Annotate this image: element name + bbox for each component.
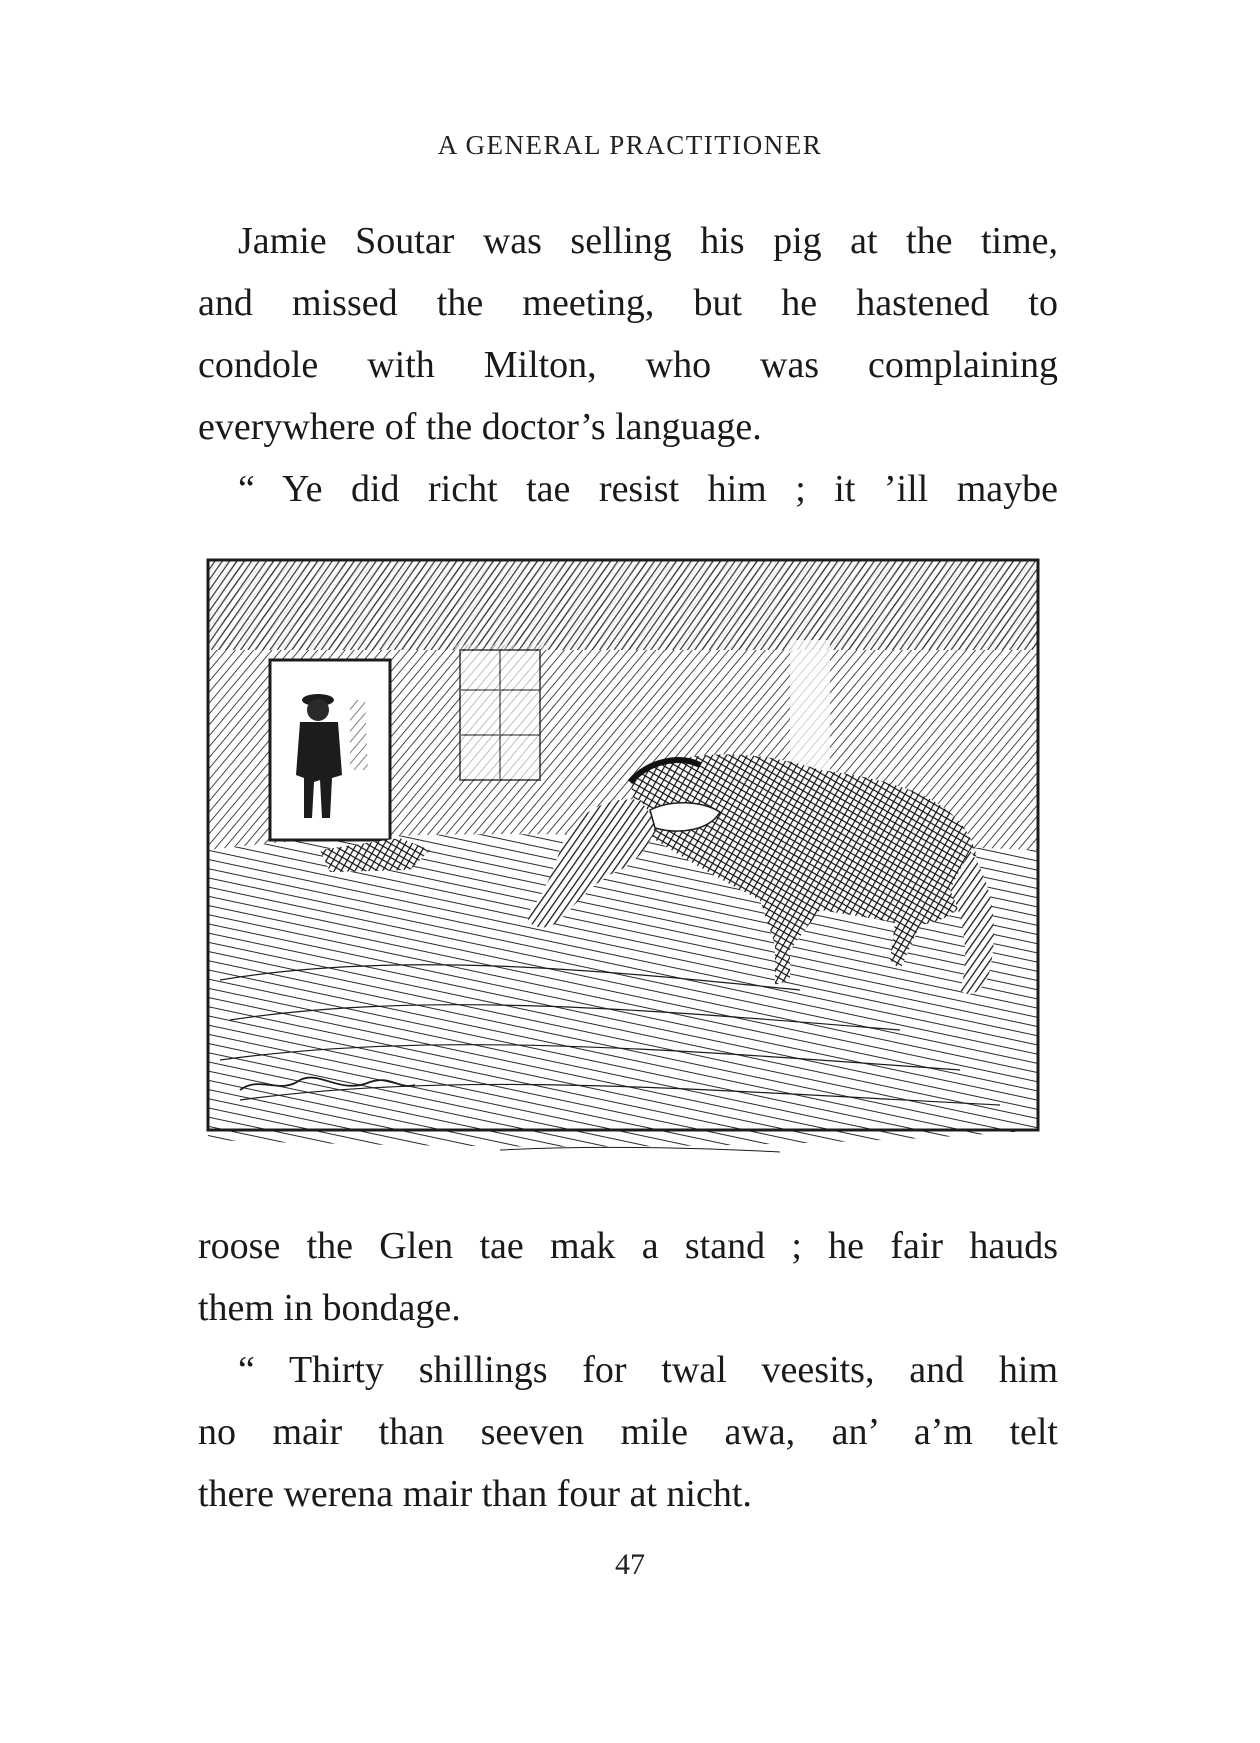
frame-stray-strokes	[500, 1147, 780, 1152]
text-line: there werena mair than four at nicht.	[198, 1473, 752, 1515]
text-line: and missed the meeting, but he hastened to	[198, 282, 1058, 324]
text-block-top	[198, 210, 1058, 520]
wall-shadow-top	[208, 560, 1038, 650]
running-head: A GENERAL PRACTITIONER	[437, 130, 823, 160]
text-line: them in bondage.	[198, 1287, 461, 1329]
page-number: 47	[615, 1548, 645, 1581]
horse-stable-drawing	[200, 550, 1080, 1190]
stable-illustration	[200, 550, 1080, 1190]
text-line: roose the Glen tae mak a stand ; he fair hauds	[198, 1225, 1058, 1267]
text-line: “ Thirty shillings for twal veesits, and him	[238, 1349, 1058, 1391]
stable-window	[455, 645, 545, 785]
text-line: condole with Milton, who was complaining	[198, 344, 1058, 386]
background-figure	[350, 700, 368, 770]
text-block-bottom	[198, 1215, 1058, 1525]
text-line: “ Ye did richt tae resist him ; it ’ill maybe	[238, 468, 1058, 510]
text-line: no mair than seeven mile awa, an’ a’m telt	[198, 1411, 1058, 1453]
text-line: Jamie Soutar was selling his pig at the time,	[238, 220, 1058, 262]
text-line: everywhere of the doctor’s language.	[198, 406, 762, 448]
